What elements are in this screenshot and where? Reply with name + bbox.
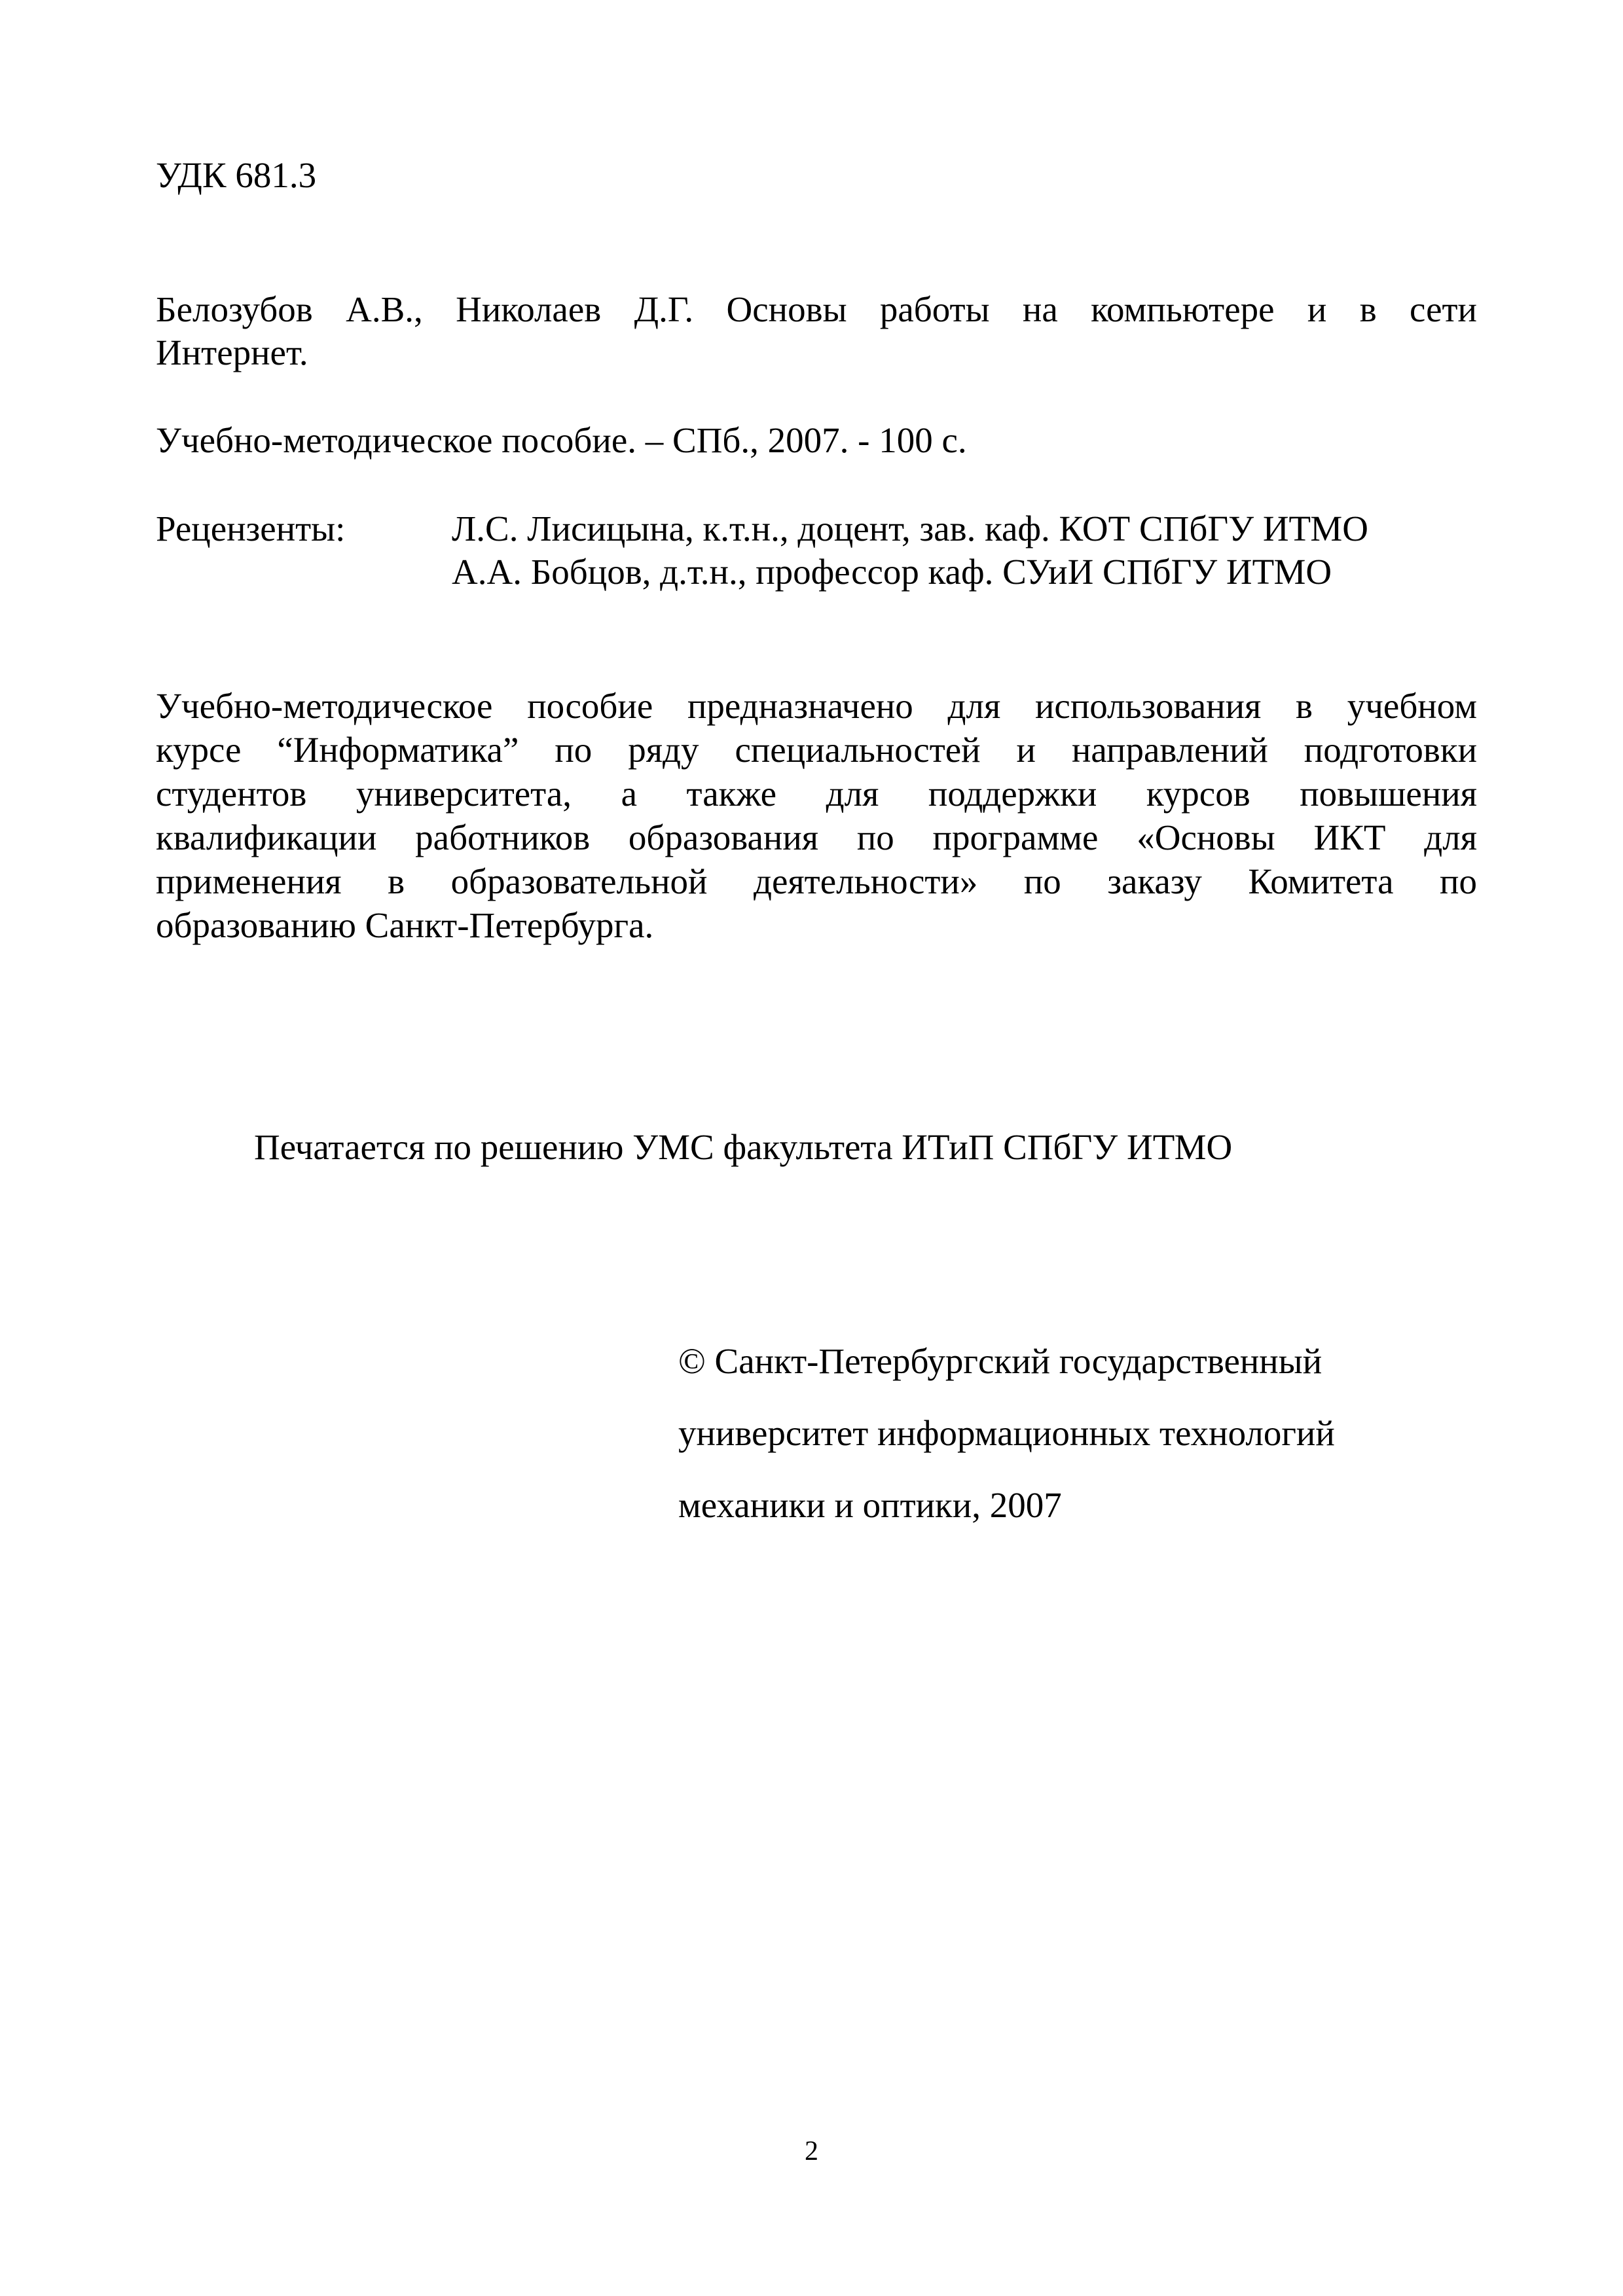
bibliographic-citation [156, 288, 1477, 374]
annotation-paragraph [156, 684, 1477, 947]
annotation-line: квалификации работников образования по программе «Основы ИКТ для [156, 817, 1477, 857]
annotation-line: Учебно-методическое пособие предназначено для использования в учебном [156, 686, 1477, 726]
copyright-notice [678, 1325, 1529, 1541]
udk-code: УДК 681.3 [156, 155, 317, 195]
reviewer-name: Л.С. Лисицына, к.т.н., доцент, зав. каф. КОТ СПбГУ ИТМО [452, 509, 1369, 548]
citation-line: Интернет. [156, 332, 308, 372]
reviewer-name: А.А. Бобцов, д.т.н., профессор каф. СУиИ СПбГУ ИТМО [452, 552, 1332, 592]
copyright-line: механики и оптики, 2007 [678, 1485, 1062, 1525]
copyright-line: © Санкт-Петербургский государственный [678, 1341, 1322, 1381]
reviewers-label: Рецензенты: [156, 509, 346, 548]
imprint-note: Печатается по решению УМС факультета ИТиП СПбГУ ИТМО [254, 1127, 1233, 1167]
annotation-line: применения в образовательной деятельности» по заказу Комитета по [156, 861, 1477, 901]
annotation-line: студентов университета, а также для поддержки курсов повышения [156, 774, 1477, 814]
reviewers-list [452, 507, 1499, 594]
annotation-line: курсе “Информатика” по ряду специальностей и направлений подготовки [156, 730, 1477, 770]
annotation-line: образованию Санкт-Петербурга. [156, 905, 654, 945]
page-number: 2 [805, 2136, 818, 2166]
copyright-line: университет информационных технологий [678, 1413, 1335, 1453]
publication-info: Учебно-методическое пособие. – СПб., 2007. - 100 с. [156, 420, 967, 460]
citation-line: Белозубов А.В., Николаев Д.Г. Основы работы на компьютере и в сети [156, 289, 1477, 329]
